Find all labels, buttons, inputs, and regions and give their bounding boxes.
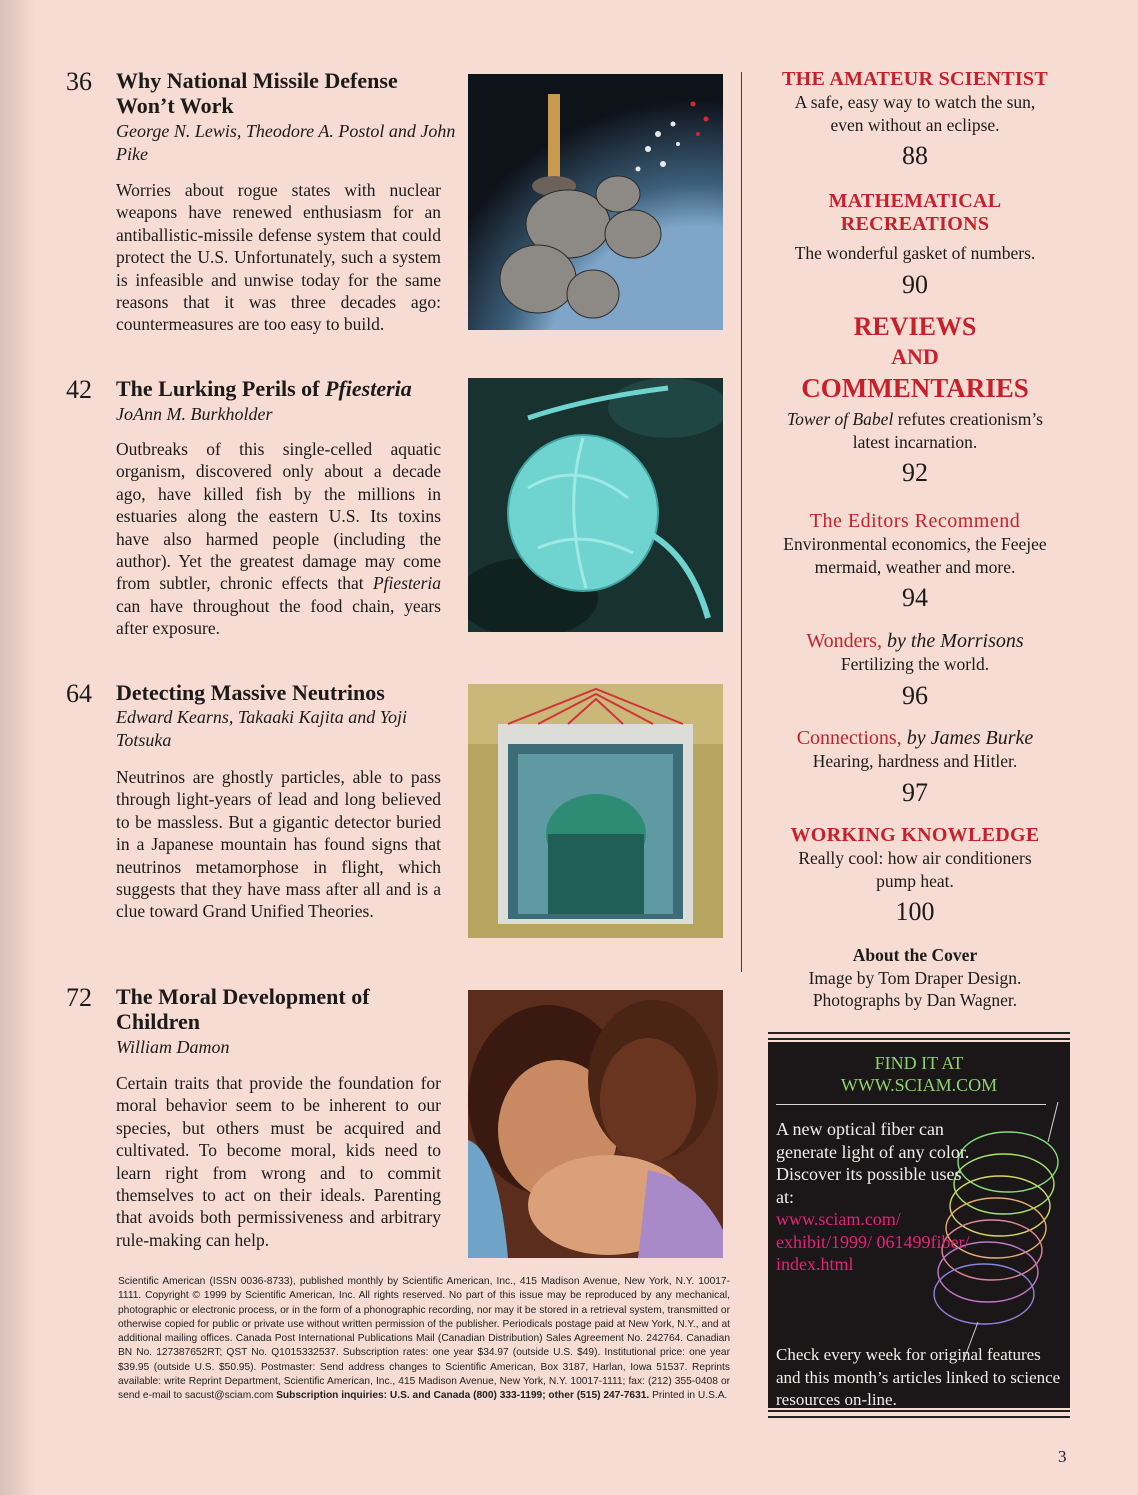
cover-credit-photos: Photographs by Dan Wagner. [812,990,1018,1010]
dept-connections [765,727,1065,809]
neutrino-detector-cutaway [468,684,723,938]
find-line-1: FIND IT AT [874,1053,964,1073]
dept-byline: by the Morrisons [886,630,1024,652]
dept-page-number: 92 [902,458,928,487]
dept-wonders [765,630,1065,712]
dept-description: The wonderful gasket of numbers. [794,243,1036,263]
article-blurb: Certain traits that provide the foundation for moral behavior seem to be inherent to our species, but others must be acquired and cultivated. To become moral, kids need to learn right from wrong and to commit themselves to act on their ideals. Parenting that avoids both permissiveness and arbitrary rule-making can help. [116,1073,441,1250]
sciam-find-heading [768,1052,1070,1096]
article-page-number: 36 [66,67,92,96]
dept-description: Really cool: how air conditioners pump heat. [798,848,1032,891]
pfiesteria-micrograph [468,378,723,632]
article-authors: JoAnn M. Burkholder [116,404,273,424]
dept-heading-label: Wonders, [806,630,882,652]
article-authors: William Damon [116,1037,230,1057]
article-title-plain: The Lurking Perils of [116,376,326,401]
dept-heading: MATHEMATICAL RECREATIONS [828,190,1002,235]
dept-page-number: 88 [902,141,928,170]
reviews-heading-line1: REVIEWS [853,312,977,341]
dept-page-number: 90 [902,269,928,299]
dept-description: Hearing, hardness and Hitler. [812,751,1018,771]
article-moral-development [66,984,726,1264]
box-bottom-rule [768,1410,1070,1418]
dept-heading [765,727,1065,750]
dept-page-number: 97 [902,777,928,807]
box-top-rule [768,1032,1070,1040]
dept-mathematical-recreations [765,190,1065,301]
article-title [116,376,456,401]
article-neutrinos [66,680,726,950]
dept-page-number: 96 [902,680,928,710]
article-page-number: 42 [66,375,92,404]
dept-page-number: 100 [895,897,935,926]
find-line-2: WWW.SCIAM.COM [840,1075,998,1095]
sciam-web-box [768,1032,1070,1418]
legal-body: Scientific American (ISSN 0036-8733), published monthly by Scientific American, Inc., 415 Madison Avenue, New York, N.Y. 10017-1111. Copyright © 1999 by Scientific American, Inc. All rights reserved. No part of this issue may be reproduced by any mechanical, photographic or electronic process, or in the form of a phonographic recording, nor may it be stored in a retrieval system, transmitted or otherwise copied for public or private use without written permission of the publisher. Periodicals postage paid at New York, N.Y., and at additional mailing offices. Canada Post International Publications Mail (Canadian Distribution) Sales Agreement No. 242764. Canadian BN No. 127387652RT; QST No. Q1015332537. Subscription rates: one year $34.97 (outside U.S. $49). Institutional price: one year $39.95 (outside U.S. $50.95). Postmaster: Send address changes to Scientific American, Box 3187, Harlan, Iowa 51537. Reprints available: write Reprint Department, Scientific American, Inc., 415 Madison Avenue, New York, N.Y. 10017-1111; fax: (212) 355-0408 or send e-mail to sacust@sciam.com [118,1276,730,1402]
dept-reviews [765,312,1065,489]
dept-heading: THE AMATEUR SCIENTIST [782,68,1048,90]
dept-heading: WORKING KNOWLEDGE [790,824,1040,846]
dept-page-number: 94 [902,583,928,612]
article-title: Why National Missile Defense Won’t Work [116,68,398,118]
column-divider [741,72,742,972]
blurb-part-a: Outbreaks of this single-celled aquatic organism, discovered only about a decade ago, have killed fish by the millions in estuaries along the eastern U.S. Its toxins have also harmed people (including the author). Yet the greatest damage may come from subtler, chronic effects that [116,439,441,594]
page-gutter-shadow [0,0,36,1495]
cover-heading: About the Cover [852,945,978,965]
article-blurb: Neutrinos are ghostly particles, able to pass through light-years of lead and long believed to be massless. But a gigantic detector buried in a Japanese mountain has found signs that neutrinos metamorphose in flight, which suggests that they have mass after all and is a clue toward Grand Unified Theories. [116,767,441,922]
cover-credit-image: Image by Tom Draper Design. [808,967,1022,988]
sciam-feature-link[interactable]: www.sciam.com/ exhibit/1999/ 061499fiber/ index.html [776,1209,970,1274]
article-authors: Edward Kearns, Takaaki Kajita and Yoji Totsuka [116,707,408,750]
dept-description: Environmental economics, the Feejee mermaid, weather and more. [783,534,1047,577]
article-title: Detecting Massive Neutrinos [116,680,385,705]
article-pfiesteria [66,376,726,646]
dept-amateur-scientist [765,68,1065,172]
article-page-number: 64 [66,679,92,708]
article-title: The Moral Development of Children [116,984,370,1034]
about-the-cover [765,944,1065,1012]
missile-defense-illustration [468,74,723,330]
dept-byline: by James Burke [906,727,1034,749]
article-authors: George N. Lewis, Theodore A. Postol and John Pike [116,121,456,164]
article-missile-defense [66,68,726,348]
subscription-inquiries: Subscription inquiries: U.S. and Canada (800) 333-1199; other (515) 247-7631. [276,1390,650,1402]
dept-description [765,408,1065,453]
blurb-italic: Pfiesteria [372,573,441,594]
find-divider [776,1104,1046,1105]
dept-heading: The Editors Recommend [809,510,1021,532]
dept-editors-recommend [765,510,1065,614]
dept-heading [765,630,1065,653]
article-blurb [116,438,441,640]
article-title-italic: Pfiesteria [325,376,412,401]
article-blurb: Worries about rogue states with nuclear weapons have renewed enthusiasm for an antiballistic-missile defense system that could protect the U.S. Unfortunately, such a system is infeasible and unwise today for the same reasons that it was three decades ago: countermeasures are too easy to build. [116,180,441,335]
reviews-heading-line3: COMMENTARIES [801,373,1029,403]
sciam-check-weekly: Check every week for original features and this month’s articles linked to science resources on-line. [776,1345,1061,1408]
dept-description: A safe, easy way to watch the sun, even without an eclipse. [794,92,1036,135]
book-title: Tower of Babel [787,409,894,429]
dept-working-knowledge [765,824,1065,928]
blurb-part-b: can have throughout the food chain, years after exposure. [116,595,441,639]
dept-heading-label: Connections, [796,727,902,749]
sciam-feature-text: A new optical fiber can generate light of any color. Discover its possible uses at: [776,1119,970,1207]
publication-legal-notice [118,1275,730,1404]
legal-tail: Printed in U.S.A. [649,1390,728,1402]
desc-rest: refutes creationism’s latest incarnation. [852,409,1043,452]
article-page-number: 72 [66,983,92,1012]
children-hugging-photo [468,990,723,1258]
reviews-heading-line2: AND [891,344,939,369]
sciam-box-panel [768,1042,1070,1408]
dept-description: Fertilizing the world. [840,654,990,674]
page-number: 3 [1058,1447,1067,1466]
